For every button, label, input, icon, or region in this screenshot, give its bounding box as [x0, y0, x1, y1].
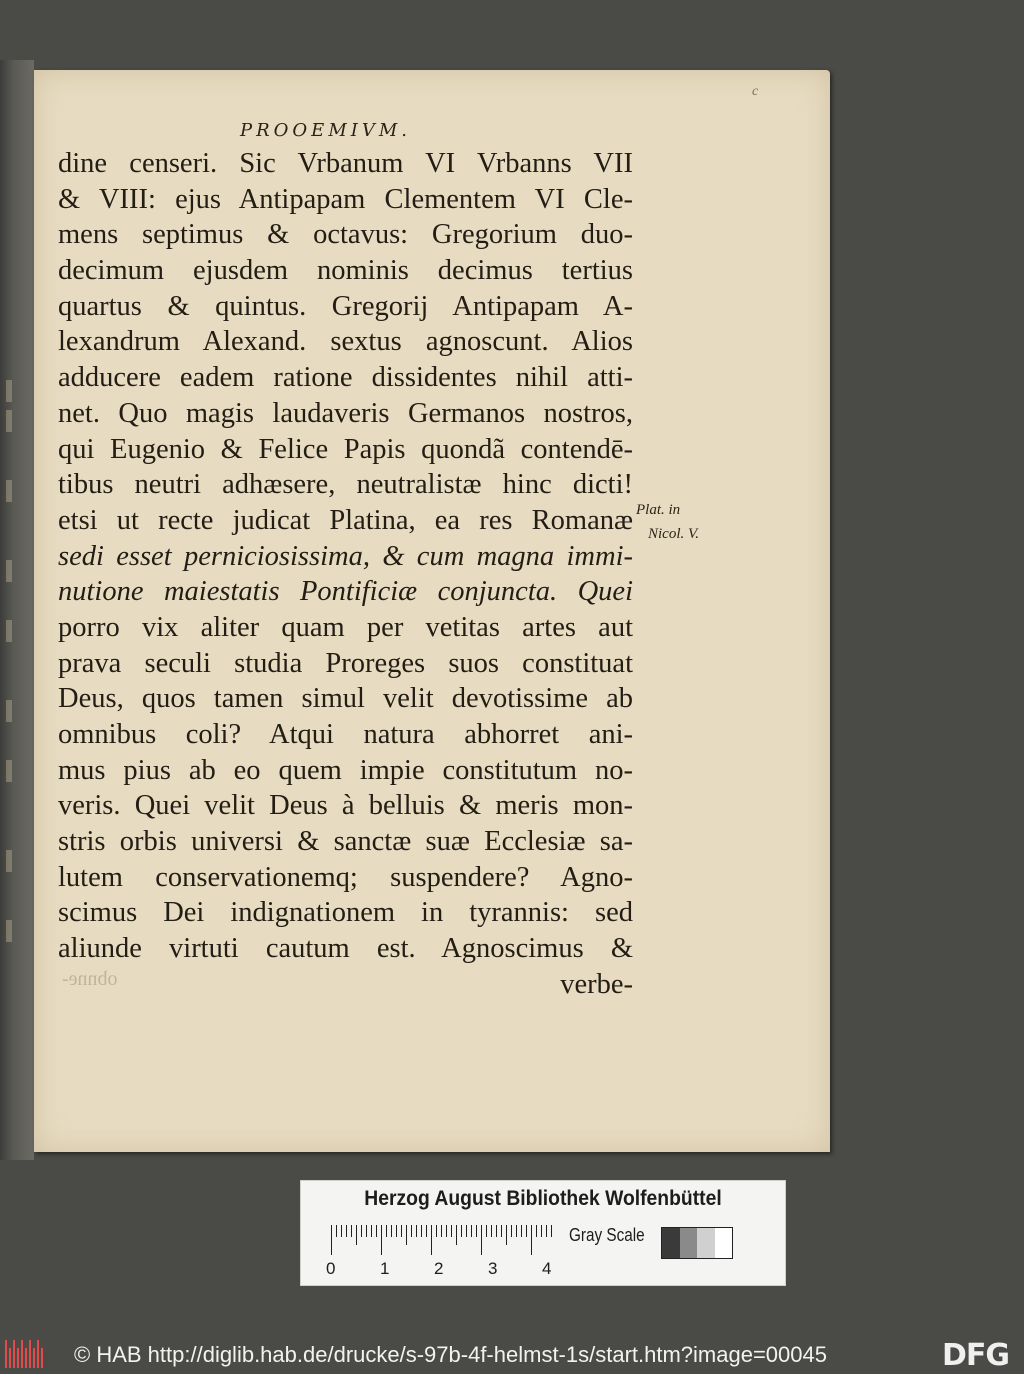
- text-line: dine censeri. Sic Vrbanum VI Vrbanns VII: [58, 148, 633, 179]
- ruler-tick: [351, 1225, 352, 1237]
- text-line: etsi ut recte judicat Platina, ea res Romanæ: [58, 504, 633, 536]
- ruler-tick: [471, 1225, 472, 1237]
- page-body-text: [58, 146, 633, 1003]
- ruler-tick: [551, 1225, 552, 1237]
- ruler-tick: [461, 1225, 462, 1237]
- ruler-label: 1: [380, 1259, 390, 1278]
- text-line: sedi esset perniciosissima, & cum magna immi-: [58, 540, 633, 572]
- ruler-tick: [391, 1225, 392, 1237]
- ruler-tick: [331, 1225, 332, 1255]
- ruler-label: 3: [488, 1259, 498, 1278]
- ruler-tick: [491, 1225, 492, 1237]
- ruler-tick: [496, 1225, 497, 1237]
- ruler-tick: [421, 1225, 422, 1237]
- text-line: omnibus coli? Atqui natura abhorret ani-: [58, 719, 633, 750]
- ruler-tick: [531, 1225, 532, 1255]
- gray-scale-label: Gray Scale: [569, 1225, 645, 1245]
- ruler-tick: [546, 1225, 547, 1237]
- scale-ruler: [331, 1225, 557, 1255]
- text-line: scimus Dei indignationem in tyrannis: sed: [58, 897, 633, 929]
- text-line: decimum ejusdem nominis decimus tertius: [58, 255, 633, 287]
- ruler-tick: [356, 1225, 357, 1245]
- marginal-note-line: Plat. in: [636, 502, 681, 518]
- gray-scale-swatches: [661, 1227, 733, 1259]
- barcode-icon: [5, 1340, 47, 1368]
- ruler-tick: [436, 1225, 437, 1237]
- ruler-tick: [511, 1225, 512, 1237]
- ruler-tick: [536, 1225, 537, 1237]
- text-line: adducere eadem ratione dissidentes nihil atti-: [58, 362, 633, 394]
- ruler-tick: [376, 1225, 377, 1237]
- text-line: nutione maiestatis Pontificiæ conjuncta. Quei: [58, 576, 633, 608]
- show-through-text: obnne-: [62, 968, 118, 990]
- ruler-tick: [446, 1225, 447, 1237]
- text-line: veris. Quei velit Deus à belluis & meris mon-: [58, 790, 633, 822]
- library-name: Herzog August Bibliothek Wolfenbüttel: [364, 1187, 722, 1210]
- gray-swatch: [697, 1228, 715, 1258]
- text-line: tibus neutri adhæsere, neutralistæ hinc dicti!: [58, 469, 633, 501]
- ruler-tick: [396, 1225, 397, 1237]
- text-line: porro vix aliter quam per vetitas artes aut: [58, 611, 633, 643]
- text-line: qui Eugenio & Felice Papis quondã contendē-: [58, 433, 633, 465]
- ruler-label: 0: [326, 1259, 336, 1278]
- ruler-tick: [466, 1225, 467, 1237]
- text-line: lexandrum Alexand. sextus agnoscunt. Alios: [58, 326, 633, 358]
- ruler-tick: [451, 1225, 452, 1237]
- ruler-tick: [456, 1225, 457, 1245]
- gray-swatch: [680, 1228, 698, 1258]
- text-line: prava seculi studia Proreges suos constituat: [58, 647, 633, 679]
- ruler-tick: [401, 1225, 402, 1237]
- ruler-tick: [431, 1225, 432, 1255]
- library-label-card: [300, 1180, 786, 1286]
- text-line: net. Quo magis laudaveris Germanos nostros,: [58, 397, 633, 429]
- ruler-tick: [521, 1225, 522, 1237]
- ruler-tick: [361, 1225, 362, 1237]
- viewer-footer: [0, 1338, 1024, 1374]
- text-line: verbe-: [560, 968, 633, 1000]
- gray-swatch: [662, 1228, 680, 1258]
- ruler-tick: [506, 1225, 507, 1245]
- ruler-label: 4: [542, 1259, 552, 1278]
- marginal-note: [636, 498, 726, 546]
- ruler-tick: [341, 1225, 342, 1237]
- text-line: aliunde virtuti cautum est. Agnoscimus &: [58, 933, 633, 965]
- ruler-tick: [381, 1225, 382, 1255]
- text-line: & VIII: ejus Antipapam Clementem VI Cle-: [58, 183, 633, 215]
- text-line: quartus & quintus. Gregorij Antipapam A-: [58, 290, 633, 322]
- ruler-tick: [501, 1225, 502, 1237]
- ruler-tick: [346, 1225, 347, 1237]
- ruler-tick: [526, 1225, 527, 1237]
- ruler-tick: [481, 1225, 482, 1255]
- corner-mark: c: [752, 84, 759, 99]
- ruler-tick: [371, 1225, 372, 1237]
- ruler-tick: [366, 1225, 367, 1237]
- ruler-tick: [516, 1225, 517, 1237]
- ruler-tick: [441, 1225, 442, 1237]
- gray-swatch: [715, 1228, 733, 1258]
- ruler-tick: [426, 1225, 427, 1237]
- text-line: mens septimus & octavus: Gregorium duo-: [58, 219, 633, 251]
- adjacent-page-edge: [0, 60, 34, 1160]
- ruler-tick: [386, 1225, 387, 1237]
- dfg-logo: DFG: [942, 1338, 1010, 1373]
- text-line: mus pius ab eo quem impie constitutum no-: [58, 754, 633, 786]
- ruler-tick: [541, 1225, 542, 1237]
- ruler-tick: [486, 1225, 487, 1237]
- page-header: PROOEMIVM.: [240, 120, 412, 141]
- ruler-tick: [476, 1225, 477, 1237]
- ruler-tick: [411, 1225, 412, 1237]
- text-line: Deus, quos tamen simul velit devotissime ab: [58, 683, 633, 715]
- marginal-note-line: Nicol. V.: [648, 526, 699, 542]
- ruler-tick: [336, 1225, 337, 1237]
- ruler-tick: [416, 1225, 417, 1237]
- source-url[interactable]: © HAB http://diglib.hab.de/drucke/s-97b-4f-helmst-1s/start.htm?image=00045: [74, 1342, 827, 1367]
- ruler-tick: [406, 1225, 407, 1245]
- ruler-label: 2: [434, 1259, 444, 1278]
- text-line: stris orbis universi & sanctæ suæ Ecclesiæ sa-: [58, 826, 633, 858]
- text-line: lutem conservationemq; suspendere? Agno-: [58, 861, 633, 893]
